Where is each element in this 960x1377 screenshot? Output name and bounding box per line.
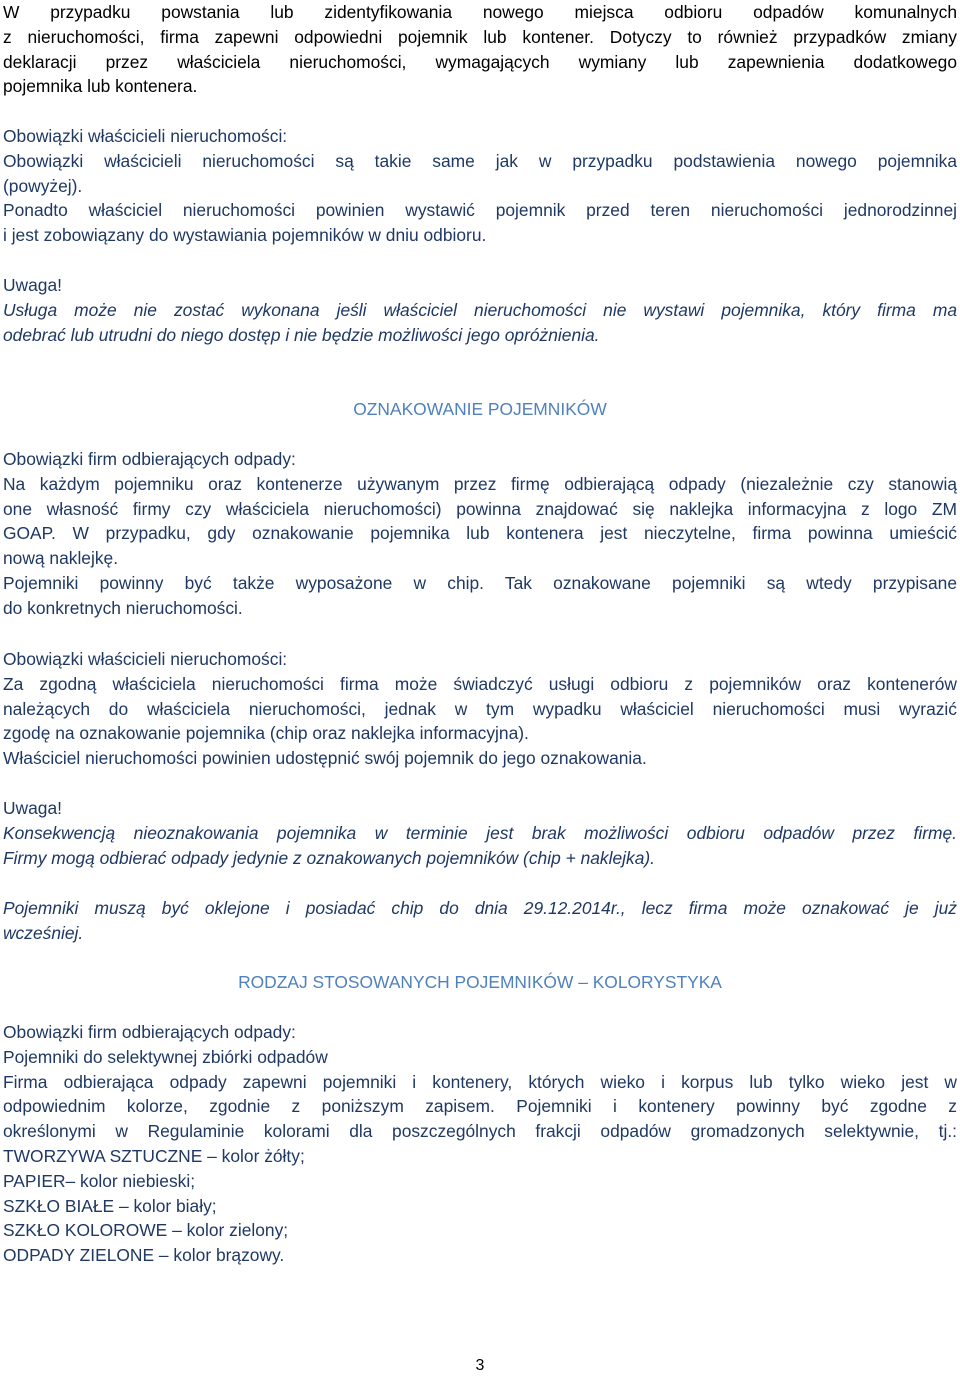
section-heading: Obowiązki firm odbierających odpady: [3, 449, 296, 469]
section-title-labeling: OZNAKOWANIE POJEMNIKÓW [353, 399, 607, 419]
text-line: Usługa może nie zostać wykonana jeśli właściciel nieruchomości nie wystawi pojemnika, który firma ma [3, 299, 957, 320]
color-list-item: ODPADY ZIELONE – kolor brązowy. [3, 1245, 285, 1266]
text-line: i jest zobowiązany do wystawiania pojemników w dniu odbioru. [3, 225, 487, 246]
warning-heading: Uwaga! [3, 798, 62, 818]
text-line: Za zgodną właściciela nieruchomości firma może świadczyć usługi odbioru z pojemników oraz kontenerów [3, 673, 957, 694]
company-duties-section-2 [3, 1020, 957, 1268]
text-line: pojemnika lub kontenera. [3, 76, 198, 97]
company-duties-section-1 [3, 447, 957, 621]
text-line: Na każdym pojemniku oraz kontenerze używanym przez firmę odbierającą odpady (niezależnie czy stanowią [3, 473, 957, 494]
section-title-colors: RODZAJ STOSOWANYCH POJEMNIKÓW – KOLORYSTYKA [238, 972, 722, 992]
intro-paragraph [3, 0, 957, 99]
text-line: określonymi w Regulaminie kolorami dla poszczególnych frakcji odpadów gromadzonych selektywnie, tj.: [3, 1121, 957, 1142]
text-line: wcześniej. [3, 922, 84, 943]
page-number: 3 [475, 1357, 485, 1374]
color-list-item: PAPIER– kolor niebieski; [3, 1170, 196, 1191]
text-line: Pojemniki powinny być także wyposażone w chip. Tak oznakowane pojemniki są wtedy przypisane [3, 572, 957, 593]
text-line: odebrać lub utrudni do niego dostęp i nie będzie możliwości jego opróżnienia. [3, 324, 600, 345]
warning-2 [3, 796, 957, 870]
text-line: (powyżej). [3, 175, 83, 196]
section-heading: Obowiązki firm odbierających odpady: [3, 1022, 296, 1042]
text-line: deklaracji przez właściciela nieruchomości, wymagających wymiany lub zapewnienia dodatkowego [3, 51, 957, 72]
color-list-item: SZKŁO BIAŁE – kolor biały; [3, 1195, 217, 1216]
section-heading: Obowiązki właścicieli nieruchomości: [3, 126, 288, 146]
warning-heading: Uwaga! [3, 275, 62, 295]
text-line: W przypadku powstania lub zidentyfikowania nowego miejsca odbioru odpadów komunalnych [3, 2, 957, 22]
text-line: Konsekwencją nieoznakowania pojemnika w terminie jest brak możliwości odbioru odpadów przez firmę. [3, 822, 957, 843]
text-line: należących do właściciela nieruchomości, jednak w tym wypadku właściciel nieruchomości musi wyrazić [3, 698, 957, 719]
text-line: zgodę na oznakowanie pojemnika (chip oraz naklejka informacyjna). [3, 723, 529, 744]
owner-duties-section-1 [3, 124, 957, 248]
text-line: do konkretnych nieruchomości. [3, 597, 243, 618]
color-list-item: SZKŁO KOLOROWE – kolor zielony; [3, 1220, 289, 1241]
text-line: nową naklejkę. [3, 548, 119, 569]
text-line: Firma odbierająca odpady zapewni pojemniki i kontenery, których wieko i korpus lub tylko wieko jest w [3, 1071, 957, 1092]
text-line: Firmy mogą odbierać odpady jedynie z oznakowanych pojemników (chip + naklejka). [3, 847, 655, 868]
color-list-item: TWORZYWA SZTUCZNE – kolor żółty; [3, 1145, 305, 1166]
text-line: Obowiązki właścicieli nieruchomości są takie same jak w przypadku podstawienia nowego pojemnika [3, 150, 957, 171]
section-subheading: Pojemniki do selektywnej zbiórki odpadów [3, 1046, 328, 1067]
text-line: Ponadto właściciel nieruchomości powinien wystawić pojemnik przed teren nieruchomości jednorodzinnej [3, 200, 957, 221]
text-line: GOAP. W przypadku, gdy oznakowanie pojemnika lub kontenera jest nieczytelne, firma powinna umieścić [3, 523, 957, 544]
section-heading: Obowiązki właścicieli nieruchomości: [3, 649, 288, 669]
warning-1 [3, 273, 957, 347]
text-line: Właściciel nieruchomości powinien udostępnić swój pojemnik do jego oznakowania. [3, 748, 647, 769]
text-line: odpowiednim kolorze, zgodnie z poniższym zapisem. Pojemniki i kontenery powinny być zgodne z [3, 1096, 957, 1117]
text-line: one własność firmy czy właściciela nieruchomości) powinna znajdować się naklejka informacyjna z logo ZM [3, 498, 957, 519]
deadline-note [3, 896, 957, 946]
text-line: z nieruchomości, firma zapewni odpowiedni pojemnik lub kontener. Dotyczy to również przypadków zmiany [3, 26, 957, 47]
owner-duties-section-2 [3, 647, 957, 771]
text-line: Pojemniki muszą być oklejone i posiadać chip do dnia 29.12.2014r., lecz firma może oznakować je już [3, 898, 957, 918]
